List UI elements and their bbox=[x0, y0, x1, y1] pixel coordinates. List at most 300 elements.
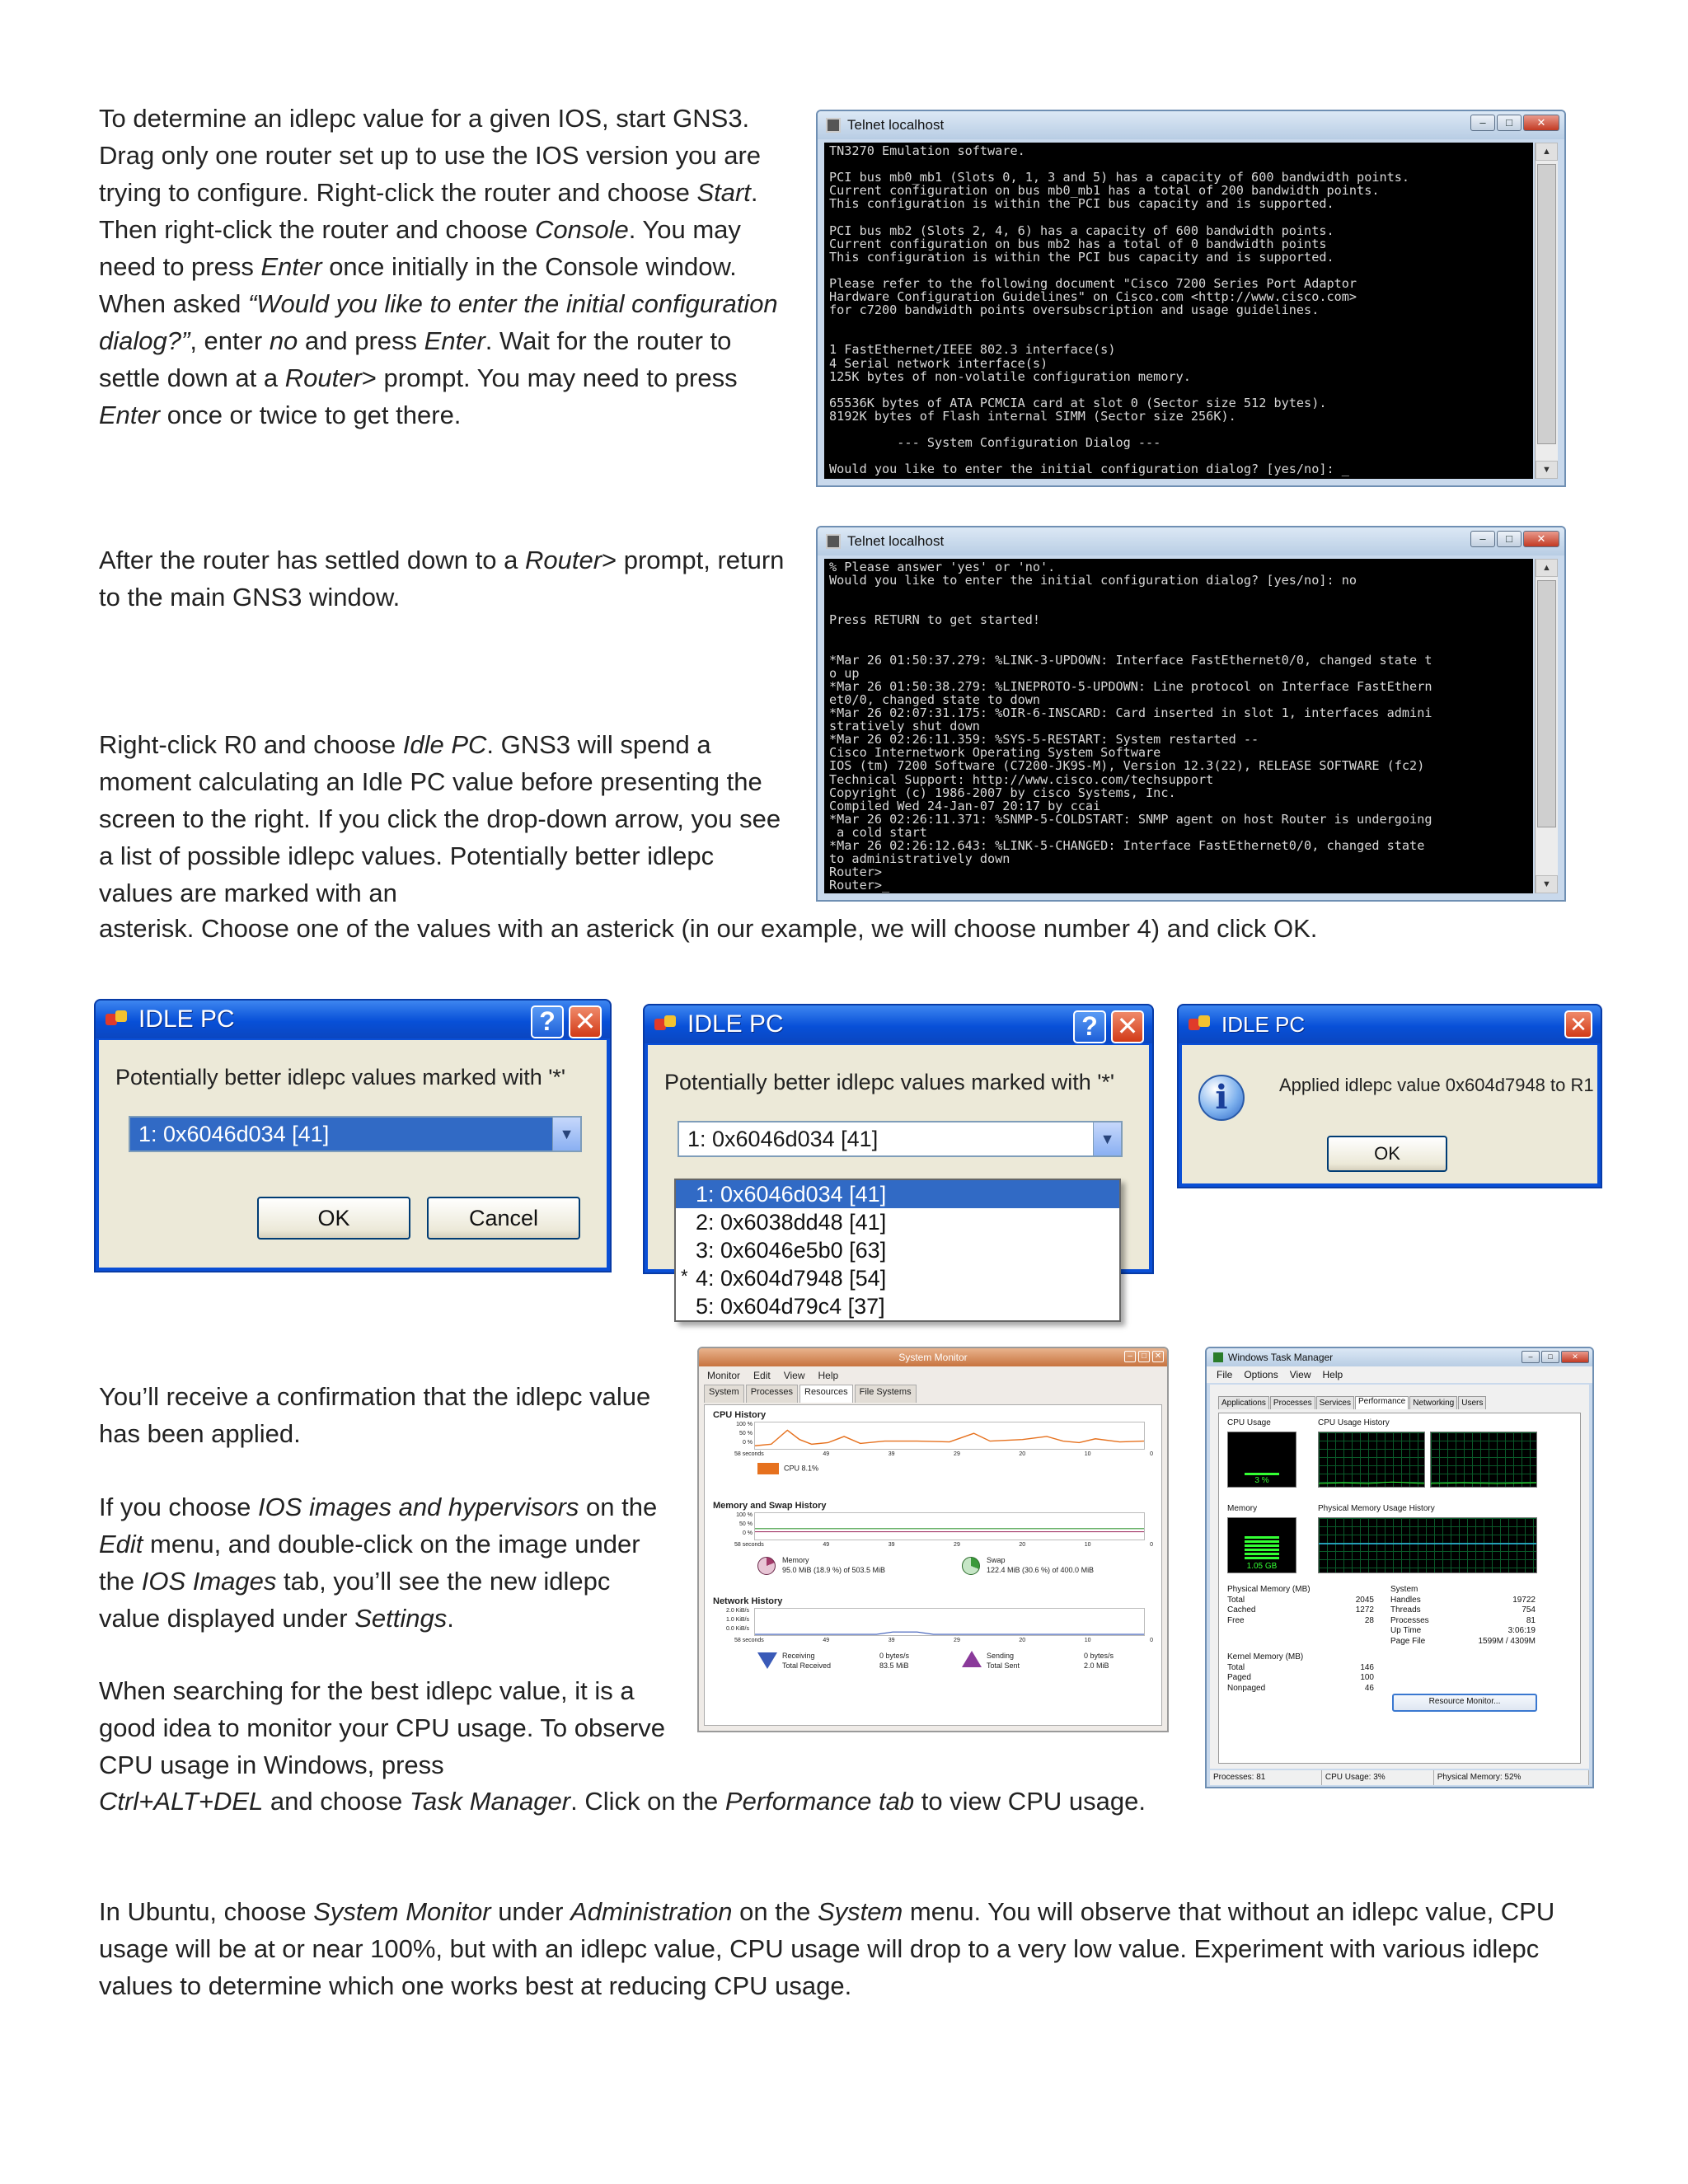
tab-system[interactable]: System bbox=[704, 1385, 744, 1403]
cpu-line bbox=[755, 1422, 1144, 1449]
network-lines bbox=[755, 1609, 1144, 1635]
console-line: et0/0, changed state to down bbox=[829, 691, 1041, 707]
stat-row bbox=[1227, 1684, 1374, 1694]
paragraph-confirmation bbox=[99, 1378, 676, 1452]
console-line: Compiled Wed 24-Jan-07 20:17 by ccai bbox=[829, 798, 1101, 813]
text-run: on the bbox=[732, 1897, 818, 1926]
cancel-button[interactable]: Cancel bbox=[427, 1197, 580, 1240]
console-line bbox=[829, 640, 1528, 654]
console-line: *Mar 26 02:26:12.643: %LINK-5-CHANGED: Interface FastEthernet0/0, changed state bbox=[829, 837, 1425, 853]
net-x-axis bbox=[734, 1638, 1153, 1643]
console-line: Current configuration on bus mb2 has a total of 0 bandwidth points bbox=[829, 236, 1327, 251]
option-label: 2: 0x6038dd48 [41] bbox=[696, 1210, 887, 1235]
swap-pie-icon bbox=[962, 1557, 980, 1575]
taskmgr-menubar bbox=[1207, 1366, 1592, 1383]
stat-label: Paged bbox=[1227, 1673, 1251, 1682]
tick-label: 20 bbox=[1019, 1542, 1026, 1548]
help-button[interactable]: ? bbox=[1073, 1010, 1106, 1043]
sending-rate: 0 bytes/s bbox=[1084, 1652, 1114, 1660]
cpu-meter-fill bbox=[1245, 1473, 1279, 1475]
tick-label: 29 bbox=[954, 1542, 960, 1548]
console-line: Please refer to the following document "Cisco 7200 Series Port Adaptor bbox=[829, 275, 1357, 291]
memory-history-graph bbox=[1318, 1517, 1537, 1573]
emphasis-text: Idle PC bbox=[402, 730, 487, 759]
stat-label: Free bbox=[1227, 1615, 1245, 1625]
emphasis-text: no bbox=[269, 326, 298, 355]
stat-row bbox=[1227, 1616, 1374, 1627]
console-output[interactable] bbox=[824, 559, 1533, 893]
tick-label: 39 bbox=[888, 1638, 895, 1643]
cpu-usage-label: CPU Usage bbox=[1227, 1418, 1271, 1427]
stat-value: 3:06:19 bbox=[1507, 1626, 1536, 1635]
sysmon-menubar bbox=[699, 1366, 1167, 1385]
console-line: 125K bytes of non-volatile configuration memory. bbox=[829, 368, 1191, 384]
cpu-history-line bbox=[1431, 1432, 1536, 1487]
memory-meter bbox=[1227, 1517, 1296, 1573]
cpu-history-graph-1 bbox=[1318, 1432, 1425, 1488]
console-line bbox=[829, 600, 1528, 613]
sysmon-titlebar bbox=[699, 1348, 1167, 1366]
chevron-down-icon[interactable]: ▼ bbox=[552, 1118, 580, 1151]
ok-button[interactable]: OK bbox=[257, 1197, 410, 1240]
tick-label: 20 bbox=[1019, 1451, 1026, 1457]
console-line: Press RETURN to get started! bbox=[829, 612, 1041, 628]
stat-label: Nonpaged bbox=[1227, 1683, 1266, 1693]
console-line: stratively shut down bbox=[829, 719, 980, 734]
maximize-button[interactable]: □ bbox=[1541, 1351, 1559, 1363]
dropdown-option[interactable] bbox=[676, 1236, 1119, 1264]
console-line: *Mar 26 02:26:11.359: %SYS-5-RESTART: System restarted -- bbox=[829, 732, 1259, 748]
console-line: Would you like to enter the initial configuration dialog? [yes/no]: _ bbox=[829, 462, 1349, 477]
text-run: . You may need to press bbox=[99, 215, 741, 281]
console-line: TN3270 Emulation software. bbox=[829, 143, 1025, 158]
console-line: *Mar 26 01:50:38.279: %LINEPROTO-5-UPDOWN: Line protocol on Interface FastEthern bbox=[829, 678, 1432, 694]
paragraph-ios-images bbox=[99, 1488, 676, 1637]
tick-label: 2.0 KiB/s bbox=[725, 1608, 749, 1614]
sending-legend bbox=[987, 1651, 1020, 1671]
stat-row bbox=[1390, 1605, 1536, 1616]
tick-label: 0 bbox=[1150, 1638, 1153, 1643]
emphasis-text: Task Manager bbox=[409, 1787, 571, 1816]
telnet-window-config-dialog bbox=[816, 110, 1566, 487]
download-arrow-icon bbox=[757, 1652, 777, 1669]
text-run: tab, you’ll see the new idlepc value displayed under bbox=[99, 1567, 611, 1633]
stat-label: Cached bbox=[1227, 1605, 1256, 1615]
kernel-title bbox=[1227, 1652, 1374, 1663]
swap-legend bbox=[987, 1555, 1094, 1575]
option-label: 4: 0x604d7948 [54] bbox=[696, 1266, 887, 1291]
close-button[interactable]: ✕ bbox=[1523, 115, 1559, 131]
minimize-button[interactable]: – bbox=[1470, 531, 1495, 547]
tick-label: 100 % bbox=[736, 1512, 753, 1518]
text-run: once initially in the Console window. When asked bbox=[99, 252, 737, 318]
console-line: 65536K bytes of ATA PCMCIA card at slot 0 (Sector size 512 bytes). bbox=[829, 395, 1327, 410]
stat-label: Up Time bbox=[1390, 1626, 1422, 1635]
console-line bbox=[829, 423, 1528, 436]
minimize-button[interactable]: – bbox=[1522, 1351, 1540, 1363]
dialog-title: IDLE PC bbox=[687, 1010, 784, 1038]
emphasis-text: “Would you like to enter the initial configuration dialog?” bbox=[99, 289, 778, 355]
tab-users[interactable]: Users bbox=[1458, 1396, 1486, 1409]
console-line: *Mar 26 02:26:11.371: %SNMP-5-COLDSTART: SNMP agent on host Router is undergoing bbox=[829, 811, 1432, 827]
tick-label: 58 seconds bbox=[734, 1638, 764, 1643]
emphasis-text: Enter bbox=[424, 326, 485, 355]
paragraph-monitor-cpu bbox=[99, 1672, 676, 1783]
stat-label: Processes bbox=[1390, 1615, 1429, 1625]
stat-value: 100 bbox=[1360, 1673, 1374, 1682]
dropdown-option[interactable] bbox=[676, 1264, 1119, 1292]
paragraph-router-prompt bbox=[99, 541, 791, 616]
paragraph-task-manager bbox=[99, 1783, 1170, 1820]
receiving-values bbox=[879, 1651, 909, 1671]
dialog-title: IDLE PC bbox=[1221, 1011, 1306, 1037]
text-run: . Wait for the router to settle down at a bbox=[99, 326, 732, 392]
memory-history-label: Physical Memory Usage History bbox=[1318, 1504, 1435, 1513]
status-physical-memory: Physical Memory: 52% bbox=[1434, 1770, 1589, 1785]
tick-label: 10 bbox=[1084, 1638, 1091, 1643]
kernel-memory-stats bbox=[1227, 1652, 1374, 1694]
emphasis-text: System Monitor bbox=[313, 1897, 491, 1926]
close-button[interactable]: ✕ bbox=[569, 1005, 602, 1038]
console-line bbox=[829, 626, 1528, 640]
network-history-graph bbox=[754, 1608, 1145, 1636]
resource-monitor-button[interactable]: Resource Monitor... bbox=[1392, 1694, 1537, 1712]
text-run: After the router has settled down to a bbox=[99, 546, 525, 574]
memory-history-graph bbox=[754, 1512, 1145, 1540]
net-y-axis bbox=[724, 1606, 749, 1633]
console-line bbox=[829, 449, 1528, 462]
tick-label: 29 bbox=[954, 1638, 960, 1643]
cpu-legend-label: CPU 8.1% bbox=[784, 1464, 819, 1473]
close-button[interactable]: ✕ bbox=[1111, 1010, 1144, 1043]
text-run: You’ll receive a confirmation that the idlepc value has been applied. bbox=[99, 1382, 651, 1448]
cpu-history-label: CPU Usage History bbox=[1318, 1418, 1390, 1427]
telnet-titlebar bbox=[818, 111, 1564, 139]
performance-pane bbox=[1218, 1413, 1581, 1764]
confirmation-message: Applied idlepc value 0x604d7948 to R1 bbox=[1279, 1075, 1594, 1095]
memory-label: Memory bbox=[1227, 1504, 1258, 1513]
emphasis-text: Router bbox=[284, 363, 362, 392]
console-line: IOS (tm) 7200 Software (C7200-JK9S-M), Version 12.3(22), RELEASE SOFTWARE (fc2) bbox=[829, 758, 1425, 774]
console-line bbox=[829, 264, 1528, 277]
emphasis-text: IOS Images bbox=[141, 1567, 277, 1596]
resources-panel bbox=[704, 1404, 1162, 1726]
console-line: Cisco Internetwork Operating System Software bbox=[829, 745, 1161, 761]
tick-label: 10 bbox=[1084, 1542, 1091, 1548]
telnet-window-router-prompt bbox=[816, 526, 1566, 902]
close-button[interactable]: ✕ bbox=[1523, 531, 1559, 547]
phys-title bbox=[1227, 1585, 1374, 1596]
swap-label: Swap bbox=[987, 1556, 1006, 1564]
menu-options[interactable]: Options bbox=[1244, 1369, 1278, 1380]
console-line bbox=[829, 316, 1528, 330]
idle-pc-confirmation-dialog bbox=[1177, 1004, 1602, 1188]
system-title bbox=[1390, 1585, 1536, 1596]
minimize-button[interactable]: – bbox=[1470, 115, 1495, 131]
telnet-title: Telnet localhost bbox=[847, 533, 945, 549]
system-stats bbox=[1390, 1585, 1536, 1647]
console-line: 4 Serial network interface(s) bbox=[829, 355, 1048, 371]
memory-label: Memory bbox=[782, 1556, 809, 1564]
close-button[interactable]: ✕ bbox=[1564, 1010, 1592, 1038]
tick-label: 49 bbox=[823, 1451, 830, 1457]
status-processes: Processes: 81 bbox=[1210, 1770, 1322, 1785]
cpu-history-graph bbox=[754, 1422, 1145, 1450]
stat-row bbox=[1227, 1596, 1374, 1606]
scroll-up-icon[interactable]: ▲ bbox=[1536, 143, 1558, 161]
memory-value: 1.05 GB bbox=[1246, 1562, 1278, 1571]
tab-processes[interactable]: Processes bbox=[746, 1385, 798, 1403]
text-run: If you choose bbox=[99, 1493, 259, 1521]
system-monitor-window bbox=[697, 1347, 1169, 1732]
console-line: 8192K bytes of Flash internal SIMM (Sector size 256K). bbox=[829, 408, 1236, 424]
cpu-usage-value: 3 % bbox=[1254, 1476, 1269, 1485]
tick-label: 29 bbox=[954, 1451, 960, 1457]
console-line: Technical Support: http://www.cisco.com/techsupport bbox=[829, 771, 1214, 787]
close-button[interactable]: ✕ bbox=[1561, 1351, 1589, 1363]
tab-applications[interactable]: Applications bbox=[1218, 1396, 1269, 1409]
total-sent-value: 2.0 MiB bbox=[1084, 1661, 1109, 1670]
stat-row bbox=[1227, 1673, 1374, 1684]
console-line: Hardware Configuration Guidelines" on Cisco.com <http://www.cisco.com> bbox=[829, 289, 1357, 305]
maximize-button[interactable]: □ bbox=[1138, 1351, 1150, 1362]
paragraph-idle-pc bbox=[99, 726, 791, 912]
text-run: to view CPU usage. bbox=[914, 1787, 1146, 1816]
console-line bbox=[829, 210, 1528, 223]
gns3-logo-icon bbox=[106, 1010, 130, 1029]
stat-value: 28 bbox=[1364, 1615, 1374, 1625]
console-icon bbox=[826, 118, 841, 133]
menu-file[interactable]: File bbox=[1217, 1369, 1233, 1380]
memory-history-heading: Memory and Swap History bbox=[713, 1501, 827, 1511]
ok-button[interactable]: OK bbox=[1327, 1136, 1447, 1172]
stat-label: Total bbox=[1227, 1662, 1245, 1672]
console-line: o up bbox=[829, 665, 860, 681]
maximize-button[interactable]: □ bbox=[1497, 531, 1522, 547]
menu-help[interactable]: Help bbox=[1322, 1369, 1343, 1380]
cpu-y-axis bbox=[729, 1420, 753, 1447]
cpu-history-graph-2 bbox=[1430, 1432, 1537, 1488]
dropdown-option[interactable] bbox=[676, 1292, 1119, 1320]
scroll-down-icon[interactable]: ▼ bbox=[1536, 875, 1558, 893]
stat-value: 81 bbox=[1526, 1615, 1536, 1625]
emphasis-text: Enter bbox=[260, 252, 322, 281]
tick-label: 1.0 KiB/s bbox=[725, 1617, 749, 1623]
scrollbar-thumb[interactable] bbox=[1537, 580, 1556, 827]
text-run: . Click on the bbox=[570, 1787, 725, 1816]
text-run: When searching for the best idlepc value, it is a good idea to monitor your CPU usage. To observe CPU usage in Windows, press bbox=[99, 1676, 665, 1779]
total-received-label: Total Received bbox=[782, 1661, 832, 1670]
cpu-color-swatch[interactable] bbox=[757, 1463, 779, 1474]
tick-label: 0 bbox=[1150, 1451, 1153, 1457]
selected-value: 1: 0x6046d034 [41] bbox=[687, 1127, 879, 1151]
tick-label: 50 % bbox=[739, 1431, 753, 1436]
tab-networking[interactable]: Networking bbox=[1409, 1396, 1457, 1409]
section-title: Kernel Memory (MB) bbox=[1227, 1652, 1304, 1661]
taskmgr-titlebar bbox=[1207, 1348, 1592, 1366]
sending-label: Sending bbox=[987, 1652, 1015, 1660]
total-sent-label: Total Sent bbox=[987, 1661, 1020, 1670]
text-run: , enter bbox=[190, 326, 270, 355]
stat-row bbox=[1390, 1596, 1536, 1606]
stat-value: 146 bbox=[1360, 1662, 1374, 1672]
text-run: > prompt. You may need to press bbox=[361, 363, 738, 392]
receiving-legend bbox=[782, 1651, 831, 1671]
text-run: In Ubuntu, choose bbox=[99, 1897, 314, 1926]
emphasis-text: Console bbox=[535, 215, 629, 244]
text-run: . bbox=[447, 1604, 454, 1633]
console-line: This configuration is within the PCI bus capacity and is supported. bbox=[829, 196, 1334, 212]
stat-value: 2045 bbox=[1355, 1595, 1374, 1605]
scroll-up-icon[interactable]: ▲ bbox=[1536, 559, 1558, 577]
text-run: menu. You will observe that without an idlepc value, CPU usage will be at or near 100%, but with an idlepc value, CPU usage will drop to a very low value. Experiment with various idlepc values to determine which one works best at reducing CPU usage. bbox=[99, 1897, 1555, 2000]
memory-lines bbox=[755, 1513, 1144, 1540]
idle-pc-dialog bbox=[94, 999, 612, 1272]
info-icon: i bbox=[1198, 1075, 1245, 1121]
tab-resources[interactable]: Resources bbox=[799, 1385, 853, 1403]
console-line: *Mar 26 01:50:37.279: %LINK-3-UPDOWN: Interface FastEthernet0/0, changed state t bbox=[829, 652, 1432, 668]
telnet-title: Telnet localhost bbox=[847, 117, 945, 133]
console-line: --- System Configuration Dialog --- bbox=[829, 435, 1161, 451]
swap-value: 122.4 MiB (30.6 %) of 400.0 MiB bbox=[987, 1566, 1095, 1574]
taskmgr-body bbox=[1210, 1385, 1589, 1769]
text-run: and press bbox=[298, 326, 424, 355]
stat-row bbox=[1227, 1605, 1374, 1616]
receiving-rate: 0 bytes/s bbox=[879, 1652, 910, 1660]
gns3-logo-icon bbox=[1189, 1015, 1213, 1033]
stat-row bbox=[1390, 1637, 1536, 1647]
tab-performance[interactable]: Performance bbox=[1355, 1396, 1409, 1409]
console-line: a cold start bbox=[829, 824, 927, 840]
help-button[interactable]: ? bbox=[531, 1005, 564, 1038]
emphasis-text: Router bbox=[524, 546, 603, 574]
minimize-button[interactable]: – bbox=[1124, 1351, 1136, 1362]
menu-edit[interactable]: Edit bbox=[753, 1370, 771, 1381]
scrollbar[interactable] bbox=[1535, 143, 1558, 479]
tick-label: 49 bbox=[823, 1542, 830, 1548]
menu-monitor[interactable]: Monitor bbox=[707, 1370, 741, 1381]
scrollbar-thumb[interactable] bbox=[1537, 164, 1556, 444]
tick-label: 0 % bbox=[742, 1530, 753, 1536]
memory-pie-icon bbox=[757, 1557, 776, 1575]
text-run: . Then right-click the router and choose bbox=[99, 178, 758, 244]
stat-value: 1272 bbox=[1355, 1605, 1374, 1615]
menu-help[interactable]: Help bbox=[818, 1370, 839, 1381]
console-line: to administratively down bbox=[829, 851, 1010, 867]
memory-value: 95.0 MiB (18.9 %) of 503.5 MiB bbox=[782, 1566, 886, 1574]
console-line: % Please answer 'yes' or 'no'. bbox=[829, 560, 1056, 574]
tick-label: 39 bbox=[888, 1451, 895, 1457]
idlepc-select[interactable] bbox=[129, 1116, 582, 1152]
menu-view[interactable]: View bbox=[1289, 1369, 1311, 1380]
cpu-legend bbox=[757, 1463, 818, 1474]
sysmon-tabs bbox=[699, 1385, 1167, 1403]
tab-processes[interactable]: Processes bbox=[1270, 1396, 1315, 1409]
console-line: *Mar 26 02:07:31.175: %OIR-6-INSCARD: Card inserted in slot 1, interfaces admini bbox=[829, 705, 1432, 721]
text-run: To determine an idlepc value for a given IOS, start GNS3. Drag only one router set up to use the IOS version you are trying to configure. Right-click the router and choose bbox=[99, 104, 762, 207]
tab-file-systems[interactable]: File Systems bbox=[855, 1385, 917, 1403]
dialog-title: IDLE PC bbox=[138, 1005, 235, 1033]
console-line: PCI bus mb2 (Slots 2, 4, 6) has a capacity of 600 bandwidth points. bbox=[829, 223, 1334, 238]
stat-label: Page File bbox=[1390, 1636, 1426, 1646]
taskmgr-title: Windows Task Manager bbox=[1228, 1352, 1334, 1363]
tick-label: 58 seconds bbox=[734, 1451, 764, 1457]
mem-y-axis bbox=[729, 1511, 753, 1538]
cpu-history-line bbox=[1319, 1432, 1424, 1487]
text-run: . GNS3 will spend a moment calculating an Idle PC value before presenting the screen to the right. If you click the drop-down arrow, you see a list of possible idlepc values. Potentially better idlepc values are marked with an bbox=[99, 730, 781, 907]
tick-label: 10 bbox=[1084, 1451, 1091, 1457]
mem-x-axis bbox=[734, 1542, 1153, 1548]
console-line: 1 FastEthernet/IEEE 802.3 interface(s) bbox=[829, 342, 1116, 358]
console-line bbox=[829, 587, 1528, 600]
cpu-x-axis bbox=[734, 1451, 1153, 1457]
emphasis-text: Administration bbox=[570, 1897, 733, 1926]
console-icon bbox=[826, 534, 841, 549]
scroll-down-icon[interactable]: ▼ bbox=[1536, 461, 1558, 479]
section-title: Physical Memory (MB) bbox=[1227, 1585, 1311, 1594]
emphasis-text: System bbox=[817, 1897, 903, 1926]
network-history-heading: Network History bbox=[713, 1596, 783, 1606]
idlepc-dropdown-list[interactable] bbox=[674, 1179, 1121, 1322]
maximize-button[interactable]: □ bbox=[1497, 115, 1522, 131]
tick-label: 49 bbox=[823, 1638, 830, 1643]
scrollbar[interactable] bbox=[1535, 559, 1558, 893]
menu-view[interactable]: View bbox=[783, 1370, 805, 1381]
stat-label: Threads bbox=[1390, 1605, 1421, 1615]
tick-label: 0.0 KiB/s bbox=[725, 1626, 749, 1632]
console-line bbox=[829, 157, 1528, 171]
stat-value: 19722 bbox=[1512, 1595, 1536, 1605]
text-run: on the bbox=[579, 1493, 658, 1521]
console-line: PCI bus mb0_mb1 (Slots 0, 1, 3 and 5) has a capacity of 600 bandwidth points. bbox=[829, 170, 1410, 185]
total-received-value: 83.5 MiB bbox=[879, 1661, 909, 1670]
tick-label: 0 bbox=[1150, 1542, 1153, 1548]
asterisk-mark: * bbox=[681, 1266, 688, 1286]
stat-row bbox=[1390, 1616, 1536, 1627]
taskmgr-tabs bbox=[1218, 1396, 1486, 1409]
stat-row bbox=[1390, 1626, 1536, 1637]
console-line: Router> bbox=[829, 865, 883, 880]
upload-arrow-icon bbox=[962, 1651, 982, 1667]
tick-label: 100 % bbox=[736, 1422, 753, 1427]
option-label: 1: 0x6046d034 [41] bbox=[696, 1182, 887, 1207]
taskmgr-statusbar bbox=[1210, 1770, 1589, 1785]
tick-label: 0 % bbox=[742, 1440, 753, 1446]
text-run: Right-click R0 and choose bbox=[99, 730, 403, 759]
emphasis-text: IOS images and hypervisors bbox=[258, 1493, 579, 1521]
text-run: once or twice to get there. bbox=[160, 401, 462, 429]
console-output[interactable] bbox=[824, 143, 1533, 479]
close-button[interactable]: ✕ bbox=[1152, 1351, 1164, 1362]
emphasis-text: Start bbox=[696, 178, 751, 207]
tab-services[interactable]: Services bbox=[1316, 1396, 1354, 1409]
section-title: System bbox=[1390, 1585, 1418, 1594]
gns3-logo-icon bbox=[654, 1015, 679, 1033]
stat-value: 46 bbox=[1364, 1683, 1374, 1693]
cpu-usage-meter bbox=[1227, 1432, 1296, 1488]
emphasis-text: Enter bbox=[99, 401, 161, 429]
idlepc-select[interactable] bbox=[678, 1121, 1123, 1157]
tick-label: 39 bbox=[888, 1542, 895, 1548]
dropdown-option[interactable] bbox=[676, 1208, 1119, 1236]
sending-values bbox=[1084, 1651, 1114, 1671]
console-line: Current configuration on bus mb0_mb1 has a total of 200 bandwidth points. bbox=[829, 183, 1380, 199]
memory-meter-fill bbox=[1245, 1536, 1279, 1559]
dropdown-option[interactable] bbox=[676, 1180, 1119, 1208]
dialog-label: Potentially better idlepc values marked with '*' bbox=[664, 1070, 1115, 1094]
task-manager-icon bbox=[1213, 1352, 1223, 1362]
chevron-down-icon[interactable]: ▼ bbox=[1093, 1122, 1121, 1155]
